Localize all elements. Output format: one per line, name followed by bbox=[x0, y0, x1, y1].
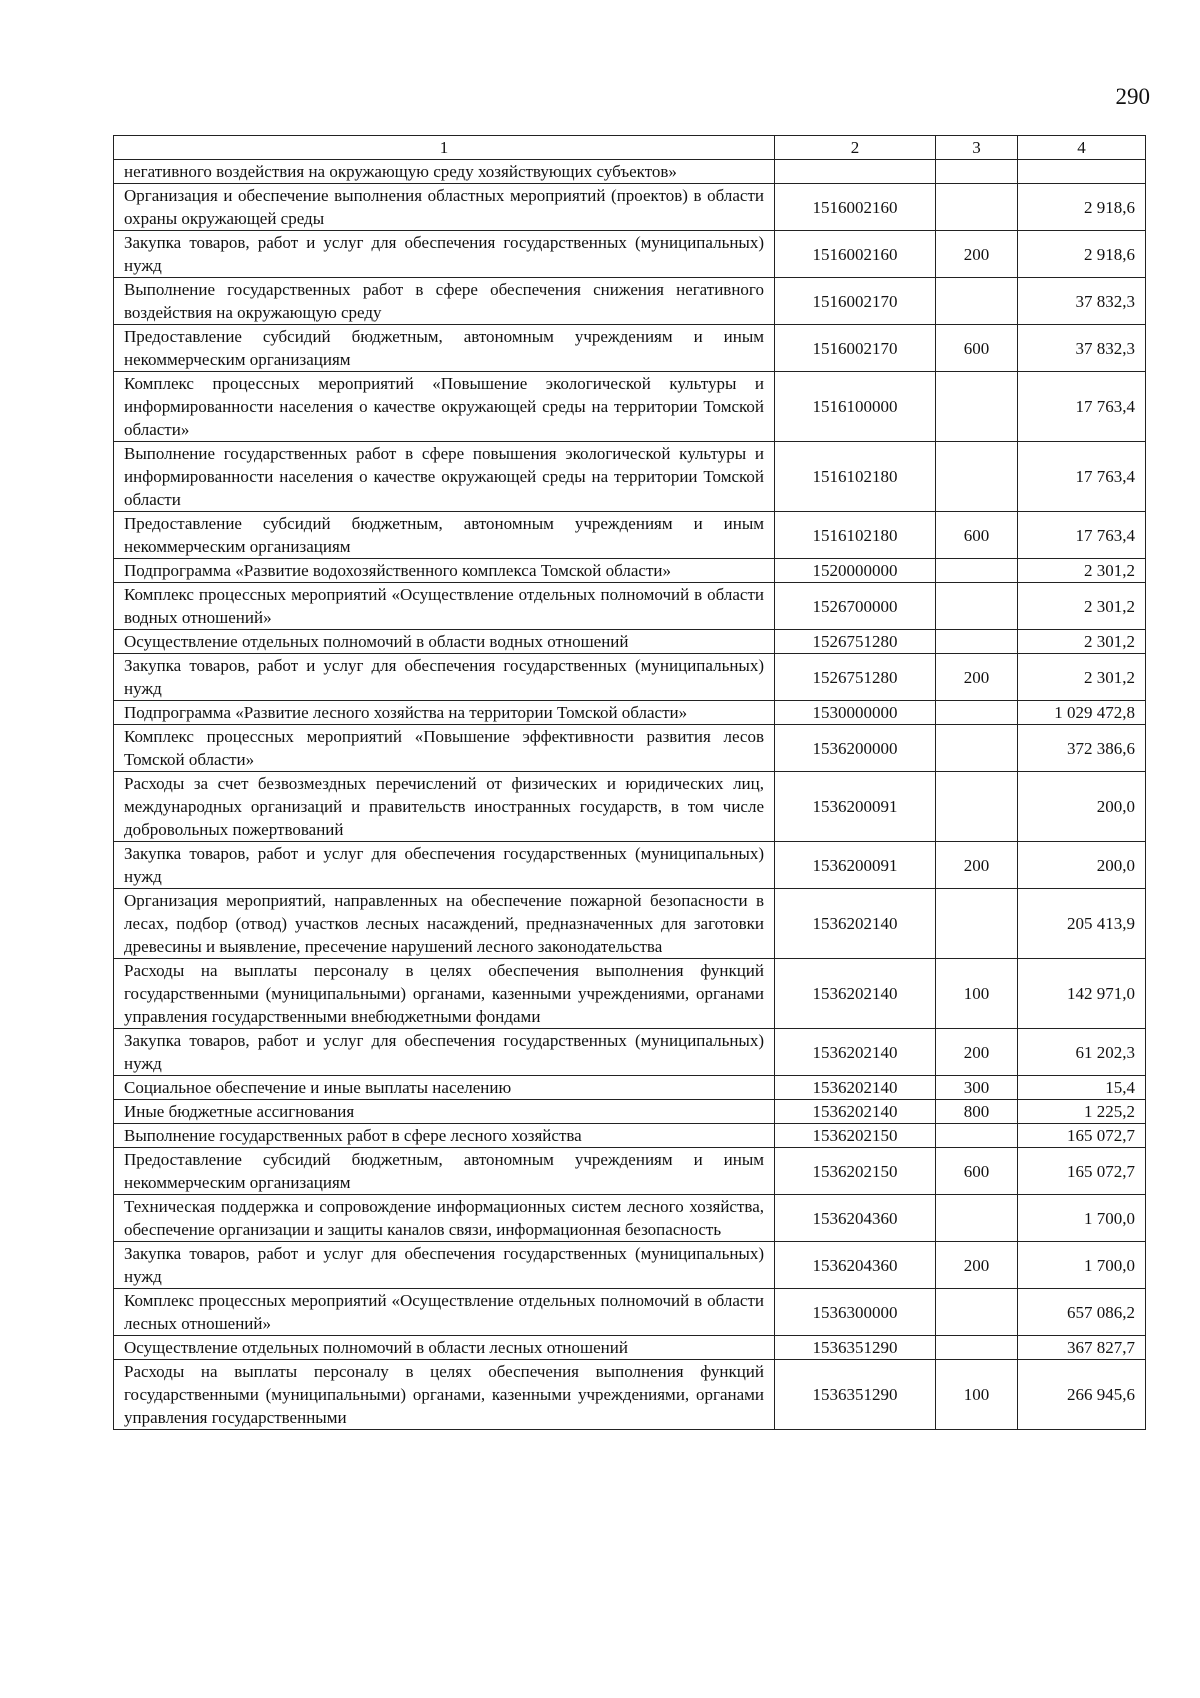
row-amount-cell: 17 763,4 bbox=[1018, 442, 1146, 512]
row-name-cell: Закупка товаров, работ и услуг для обеспечения государственных (муниципальных) нужд bbox=[114, 842, 775, 889]
row-type-cell: 600 bbox=[936, 512, 1018, 559]
row-type-cell bbox=[936, 889, 1018, 959]
row-type-cell bbox=[936, 372, 1018, 442]
row-amount-cell: 165 072,7 bbox=[1018, 1124, 1146, 1148]
row-amount-cell: 205 413,9 bbox=[1018, 889, 1146, 959]
row-name-cell: Выполнение государственных работ в сфере повышения экологической культуры и информированности населения о качестве окружающей среды на территории Томской области bbox=[114, 442, 775, 512]
row-type-cell: 600 bbox=[936, 325, 1018, 372]
row-name-cell: Комплекс процессных мероприятий «Повышение экологической культуры и информированности населения о качестве окружающей среды на территории Томской области» bbox=[114, 372, 775, 442]
row-amount-cell: 266 945,6 bbox=[1018, 1360, 1146, 1430]
row-name-cell: Комплекс процессных мероприятий «Осуществление отдельных полномочий в области лесных отношений» bbox=[114, 1289, 775, 1336]
row-code-cell: 1516102180 bbox=[775, 512, 936, 559]
row-code-cell: 1536351290 bbox=[775, 1336, 936, 1360]
table-row bbox=[114, 1289, 1146, 1336]
row-type-cell: 100 bbox=[936, 959, 1018, 1029]
row-code-cell bbox=[775, 160, 936, 184]
row-name-cell: Закупка товаров, работ и услуг для обеспечения государственных (муниципальных) нужд bbox=[114, 1029, 775, 1076]
row-name-cell: Предоставление субсидий бюджетным, автономным учреждениям и иным некоммерческим организациям bbox=[114, 512, 775, 559]
row-type-cell bbox=[936, 1289, 1018, 1336]
table-row bbox=[114, 630, 1146, 654]
row-name-cell: Закупка товаров, работ и услуг для обеспечения государственных (муниципальных) нужд bbox=[114, 231, 775, 278]
row-name-cell: Предоставление субсидий бюджетным, автономным учреждениям и иным некоммерческим организациям bbox=[114, 1148, 775, 1195]
row-type-cell: 200 bbox=[936, 842, 1018, 889]
row-name-cell: Иные бюджетные ассигнования bbox=[114, 1100, 775, 1124]
row-name-cell: Выполнение государственных работ в сфере лесного хозяйства bbox=[114, 1124, 775, 1148]
table-row bbox=[114, 1029, 1146, 1076]
row-code-cell: 1536202140 bbox=[775, 1029, 936, 1076]
row-amount-cell: 367 827,7 bbox=[1018, 1336, 1146, 1360]
row-amount-cell: 200,0 bbox=[1018, 842, 1146, 889]
row-amount-cell: 2 918,6 bbox=[1018, 231, 1146, 278]
table-row bbox=[114, 512, 1146, 559]
table-row bbox=[114, 278, 1146, 325]
row-code-cell: 1526751280 bbox=[775, 654, 936, 701]
table-row bbox=[114, 372, 1146, 442]
row-amount-cell: 1 225,2 bbox=[1018, 1100, 1146, 1124]
row-code-cell: 1536202150 bbox=[775, 1148, 936, 1195]
table-body bbox=[114, 160, 1146, 1430]
row-code-cell: 1526700000 bbox=[775, 583, 936, 630]
row-code-cell: 1536202140 bbox=[775, 959, 936, 1029]
table-row bbox=[114, 1148, 1146, 1195]
row-name-cell: Расходы за счет безвозмездных перечислений от физических и юридических лиц, международных организаций и правительств иностранных государств, в том числе добровольных пожертвований bbox=[114, 772, 775, 842]
row-type-cell bbox=[936, 701, 1018, 725]
row-type-cell: 600 bbox=[936, 1148, 1018, 1195]
row-type-cell bbox=[936, 160, 1018, 184]
row-name-cell: Предоставление субсидий бюджетным, автономным учреждениям и иным некоммерческим организациям bbox=[114, 325, 775, 372]
table-row bbox=[114, 1100, 1146, 1124]
row-type-cell bbox=[936, 1124, 1018, 1148]
row-name-cell: Организация и обеспечение выполнения областных мероприятий (проектов) в области охраны окружающей среды bbox=[114, 184, 775, 231]
row-type-cell bbox=[936, 1195, 1018, 1242]
row-type-cell: 100 bbox=[936, 1360, 1018, 1430]
row-amount-cell: 2 918,6 bbox=[1018, 184, 1146, 231]
row-name-cell: Осуществление отдельных полномочий в области лесных отношений bbox=[114, 1336, 775, 1360]
row-name-cell: Техническая поддержка и сопровождение информационных систем лесного хозяйства, обеспечение организации и защиты каналов связи, информационная безопасность bbox=[114, 1195, 775, 1242]
row-amount-cell: 2 301,2 bbox=[1018, 559, 1146, 583]
row-name-cell: Подпрограмма «Развитие водохозяйственного комплекса Томской области» bbox=[114, 559, 775, 583]
table-row bbox=[114, 654, 1146, 701]
table-row bbox=[114, 231, 1146, 278]
table-row bbox=[114, 772, 1146, 842]
row-amount-cell: 657 086,2 bbox=[1018, 1289, 1146, 1336]
row-type-cell bbox=[936, 772, 1018, 842]
row-code-cell: 1520000000 bbox=[775, 559, 936, 583]
row-code-cell: 1536204360 bbox=[775, 1242, 936, 1289]
table-row bbox=[114, 842, 1146, 889]
row-code-cell: 1516002170 bbox=[775, 278, 936, 325]
row-amount-cell: 1 700,0 bbox=[1018, 1195, 1146, 1242]
row-amount-cell: 17 763,4 bbox=[1018, 372, 1146, 442]
row-code-cell: 1516102180 bbox=[775, 442, 936, 512]
row-code-cell: 1536200091 bbox=[775, 772, 936, 842]
row-code-cell: 1536204360 bbox=[775, 1195, 936, 1242]
table-row bbox=[114, 1195, 1146, 1242]
row-name-cell: Закупка товаров, работ и услуг для обеспечения государственных (муниципальных) нужд bbox=[114, 1242, 775, 1289]
row-amount-cell: 15,4 bbox=[1018, 1076, 1146, 1100]
column-header-1: 1 bbox=[114, 136, 775, 160]
row-amount-cell bbox=[1018, 160, 1146, 184]
row-amount-cell: 165 072,7 bbox=[1018, 1148, 1146, 1195]
row-amount-cell: 37 832,3 bbox=[1018, 325, 1146, 372]
budget-table bbox=[113, 135, 1146, 1430]
row-code-cell: 1536202150 bbox=[775, 1124, 936, 1148]
table-header-row bbox=[114, 136, 1146, 160]
row-code-cell: 1516002170 bbox=[775, 325, 936, 372]
table-row bbox=[114, 559, 1146, 583]
row-name-cell: Комплекс процессных мероприятий «Повышение эффективности развития лесов Томской области» bbox=[114, 725, 775, 772]
column-header-3: 3 bbox=[936, 136, 1018, 160]
table-row bbox=[114, 1124, 1146, 1148]
row-type-cell: 200 bbox=[936, 1242, 1018, 1289]
row-code-cell: 1536200091 bbox=[775, 842, 936, 889]
table-row bbox=[114, 701, 1146, 725]
table-row bbox=[114, 325, 1146, 372]
row-code-cell: 1530000000 bbox=[775, 701, 936, 725]
row-amount-cell: 61 202,3 bbox=[1018, 1029, 1146, 1076]
page-number: 290 bbox=[1115, 84, 1150, 109]
table-row bbox=[114, 1360, 1146, 1430]
row-amount-cell: 1 700,0 bbox=[1018, 1242, 1146, 1289]
row-amount-cell: 17 763,4 bbox=[1018, 512, 1146, 559]
row-type-cell: 200 bbox=[936, 1029, 1018, 1076]
row-type-cell: 200 bbox=[936, 654, 1018, 701]
row-type-cell bbox=[936, 278, 1018, 325]
row-name-cell: Расходы на выплаты персоналу в целях обеспечения выполнения функций государственными (муниципальными) органами, казенными учреждениями, органами управления государственными внебюджетными фондами bbox=[114, 959, 775, 1029]
table-row bbox=[114, 725, 1146, 772]
row-amount-cell: 142 971,0 bbox=[1018, 959, 1146, 1029]
row-name-cell: Социальное обеспечение и иные выплаты населению bbox=[114, 1076, 775, 1100]
row-name-cell: Осуществление отдельных полномочий в области водных отношений bbox=[114, 630, 775, 654]
table-row bbox=[114, 959, 1146, 1029]
row-amount-cell: 2 301,2 bbox=[1018, 654, 1146, 701]
row-code-cell: 1526751280 bbox=[775, 630, 936, 654]
row-type-cell bbox=[936, 442, 1018, 512]
table-row bbox=[114, 1076, 1146, 1100]
table-row bbox=[114, 160, 1146, 184]
row-type-cell bbox=[936, 1336, 1018, 1360]
row-name-cell: Расходы на выплаты персоналу в целях обеспечения выполнения функций государственными (муниципальными) органами, казенными учреждениями, органами управления государственными bbox=[114, 1360, 775, 1430]
row-type-cell: 300 bbox=[936, 1076, 1018, 1100]
row-type-cell bbox=[936, 583, 1018, 630]
row-name-cell: негативного воздействия на окружающую среду хозяйствующих субъектов» bbox=[114, 160, 775, 184]
table-row bbox=[114, 1336, 1146, 1360]
row-code-cell: 1516002160 bbox=[775, 184, 936, 231]
table-row bbox=[114, 442, 1146, 512]
row-code-cell: 1536200000 bbox=[775, 725, 936, 772]
row-amount-cell: 2 301,2 bbox=[1018, 630, 1146, 654]
row-type-cell bbox=[936, 725, 1018, 772]
row-code-cell: 1536202140 bbox=[775, 1076, 936, 1100]
row-code-cell: 1536351290 bbox=[775, 1360, 936, 1430]
row-amount-cell: 37 832,3 bbox=[1018, 278, 1146, 325]
row-amount-cell: 1 029 472,8 bbox=[1018, 701, 1146, 725]
row-code-cell: 1536202140 bbox=[775, 1100, 936, 1124]
row-name-cell: Подпрограмма «Развитие лесного хозяйства на территории Томской области» bbox=[114, 701, 775, 725]
row-amount-cell: 200,0 bbox=[1018, 772, 1146, 842]
row-type-cell bbox=[936, 559, 1018, 583]
row-type-cell bbox=[936, 184, 1018, 231]
column-header-2: 2 bbox=[775, 136, 936, 160]
row-code-cell: 1516100000 bbox=[775, 372, 936, 442]
row-type-cell: 800 bbox=[936, 1100, 1018, 1124]
row-name-cell: Выполнение государственных работ в сфере обеспечения снижения негативного воздействия на окружающую среду bbox=[114, 278, 775, 325]
table-row bbox=[114, 1242, 1146, 1289]
row-amount-cell: 2 301,2 bbox=[1018, 583, 1146, 630]
table-row bbox=[114, 583, 1146, 630]
row-amount-cell: 372 386,6 bbox=[1018, 725, 1146, 772]
row-code-cell: 1536300000 bbox=[775, 1289, 936, 1336]
row-name-cell: Организация мероприятий, направленных на обеспечение пожарной безопасности в лесах, подбор (отвод) участков лесных насаждений, предназначенных для заготовки древесины и выявление, пресечение нарушений лесного законодательства bbox=[114, 889, 775, 959]
row-name-cell: Закупка товаров, работ и услуг для обеспечения государственных (муниципальных) нужд bbox=[114, 654, 775, 701]
column-header-4: 4 bbox=[1018, 136, 1146, 160]
table-row bbox=[114, 184, 1146, 231]
row-type-cell bbox=[936, 630, 1018, 654]
row-type-cell: 200 bbox=[936, 231, 1018, 278]
row-code-cell: 1516002160 bbox=[775, 231, 936, 278]
row-name-cell: Комплекс процессных мероприятий «Осуществление отдельных полномочий в области водных отношений» bbox=[114, 583, 775, 630]
row-code-cell: 1536202140 bbox=[775, 889, 936, 959]
table-row bbox=[114, 889, 1146, 959]
